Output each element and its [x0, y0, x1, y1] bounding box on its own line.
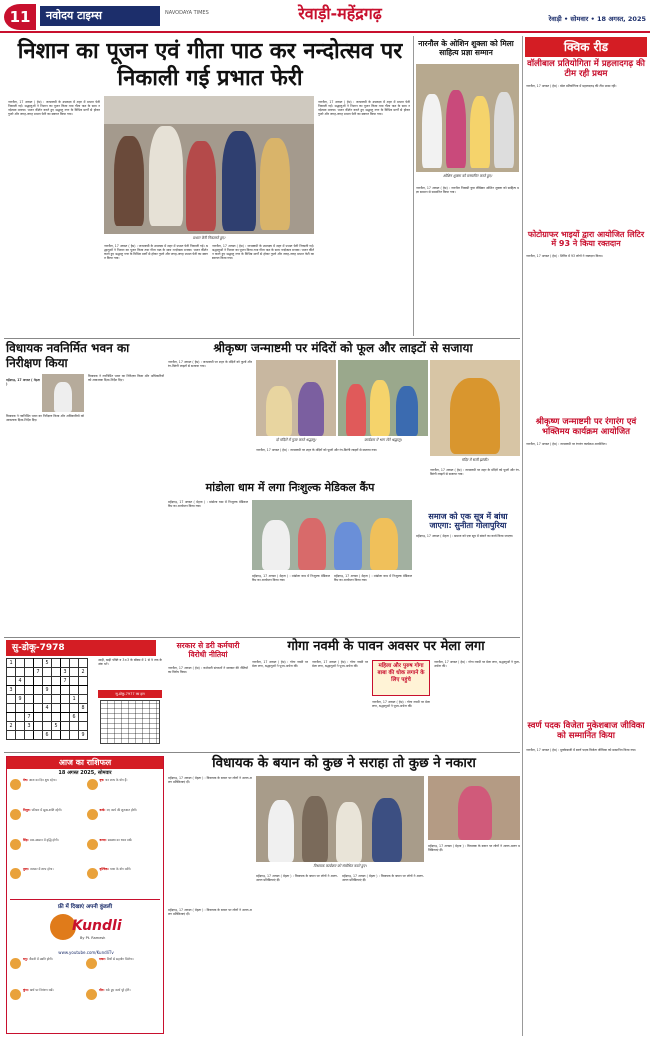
- zodiac-icon: [10, 989, 21, 1000]
- sudoku-cell[interactable]: [79, 713, 88, 722]
- rashi-prediction: खर्च पर नियंत्रण रखें।: [29, 988, 54, 992]
- main-story-col3: नारनौल, 17 अगस्त ( हेप्र) : जन्माष्टमी के उपलक्ष्य में शहर में प्रभात फेरी निकाली गई। श्रद्धालुओं ने निशान का पूजन किया तथा गीता पाठ के साथ नन्दोत्सव मनाया। भजन कीर्तन करते हुए श्रद्धालु नगर के विभिन्न मार्गों से होकर गुजरे और जगह-जगह प्रभात फेरी का स्वागत किया गया।: [212, 244, 314, 261]
- sudoku-cell[interactable]: 8: [79, 704, 88, 713]
- main-story-lede: नारनौल, 17 अगस्त ( हेप्र) : जन्माष्टमी के उपलक्ष्य में शहर में प्रभात फेरी निकाली गई। श्रद्धालुओं ने निशान का पूजन किया तथा गीता पाठ के साथ नन्दोत्सव मनाया। भजन कीर्तन करते हुए श्रद्धालु नगर के विभिन्न मार्गों से होकर गुजरे और जगह-जगह प्रभात फेरी का स्वागत किया गया।: [8, 100, 100, 117]
- rashi-prediction: धन लाभ के योग हैं।: [105, 778, 128, 782]
- rashi-text: [23, 839, 59, 843]
- sudoku-cell[interactable]: [43, 677, 52, 686]
- rashi-text: [100, 839, 133, 843]
- bottom-body-col2: महेंद्रगढ़, 17 अगस्त ( मेहता ) : विधायक के बयान पर लोगों ने अलग-अलग प्रतिक्रियाएं दीं।: [256, 874, 338, 883]
- janmashtami-photo-1: [256, 360, 336, 436]
- rashi-item: [86, 989, 160, 1016]
- sudoku-cell[interactable]: 5: [52, 722, 61, 731]
- bottom-body-col0: महेंद्रगढ़, 17 अगस्त ( मेहता ) : विधायक के बयान पर लोगों ने अलग-अलग प्रतिक्रियाएं दीं।: [168, 908, 252, 917]
- sudoku-cell[interactable]: [61, 695, 70, 704]
- sudoku-cell[interactable]: [52, 659, 61, 668]
- sudoku-grid: [6, 658, 88, 740]
- zodiac-icon: [10, 839, 21, 850]
- oshin-photo: [416, 64, 519, 172]
- mla-byline: महेंद्रगढ़, 17 अगस्त ( मेहता ): [6, 378, 40, 387]
- main-story-col4: नारनौल, 17 अगस्त ( हेप्र) : जन्माष्टमी के उपलक्ष्य में शहर में प्रभात फेरी निकाली गई। श्रद्धालुओं ने निशान का पूजन किया तथा गीता पाठ के साथ नन्दोत्सव मनाया। भजन कीर्तन करते हुए श्रद्धालु नगर के विभिन्न मार्गों से होकर गुजरे और जगह-जगह प्रभात फेरी का स्वागत किया गया।: [318, 100, 410, 117]
- quick-read-1-headline: वॉलीबाल प्रतियोगिता में प्रहलादगढ़ की टीम रही प्रथम: [527, 59, 645, 79]
- rashi-name: सिंह:: [23, 837, 30, 842]
- kundli-logo: [50, 914, 120, 944]
- bottom-body-col4: महेंद्रगढ़, 17 अगस्त ( मेहता ) : विधायक के बयान पर लोगों ने अलग-अलग प्रतिक्रियाएं दीं।: [428, 844, 520, 853]
- sudoku-cell[interactable]: [16, 686, 25, 695]
- sudoku-cell[interactable]: [25, 668, 34, 677]
- sudoku-cell[interactable]: [52, 731, 61, 740]
- main-story-photo: [104, 96, 314, 234]
- sudoku-cell[interactable]: [34, 677, 43, 686]
- mla-photo: [42, 374, 84, 412]
- main-story-col2: नारनौल, 17 अगस्त ( हेप्र) : जन्माष्टमी के उपलक्ष्य में शहर में प्रभात फेरी निकाली गई। श्रद्धालुओं ने निशान का पूजन किया तथा गीता पाठ के साथ नन्दोत्सव मनाया। भजन कीर्तन करते हुए श्रद्धालु नगर के विभिन्न मार्गों से होकर गुजरे और जगह-जगह प्रभात फेरी का स्वागत किया गया।: [104, 244, 208, 261]
- quick-read-2-headline: फोटोग्राफर भाइयों द्वारा आयोजित लिटिर में 93 ने किया रक्तदान: [527, 230, 645, 249]
- sudoku-cell[interactable]: [7, 668, 16, 677]
- sudoku-cell[interactable]: 4: [43, 704, 52, 713]
- janmashtami-photo-2: [338, 360, 428, 436]
- rashi-prediction: यात्रा के योग बनेंगे।: [110, 867, 132, 872]
- sudoku-cell[interactable]: [61, 686, 70, 695]
- sudoku-cell[interactable]: [52, 713, 61, 722]
- rashi-item: [10, 989, 84, 1016]
- rashi-name: कर्क:: [99, 807, 107, 812]
- sudoku-cell[interactable]: [52, 677, 61, 686]
- sudoku-cell[interactable]: [52, 704, 61, 713]
- horoscope-signs: [7, 777, 163, 899]
- zodiac-icon: [87, 779, 98, 790]
- sudoku-cell[interactable]: [16, 722, 25, 731]
- kundli-brand: Kundli: [72, 918, 122, 934]
- zodiac-icon: [10, 779, 21, 790]
- sudoku-cell[interactable]: 2: [79, 668, 88, 677]
- janmashtami-body-col3: नारनौल, 17 अगस्त ( हेप्र) : जन्माष्टमी पर शहर के मंदिरों को फूलों और रंग-बिरंगी लाइटों से सजाया गया।: [430, 468, 520, 477]
- medical-camp-body-col3: महेंद्रगढ़, 17 अगस्त ( मेहता ) : मांडोला धाम में निःशुल्क मेडिकल कैंप का आयोजन किया गया।: [334, 574, 412, 583]
- rashi-text: [100, 809, 138, 813]
- rashi-item: [87, 868, 161, 895]
- quick-read-label: क्विक रीड: [525, 37, 647, 57]
- quick-read-4-body: नारनौल, 17 अगस्त ( हेप्र) : मुक्केबाजी में स्वर्ण पदक विजेता जीविका को सम्मानित किया गया।: [526, 748, 637, 752]
- sudoku-cell[interactable]: [7, 731, 16, 740]
- sudoku-cell[interactable]: 9: [79, 731, 88, 740]
- kundli-brand-sub: By Pt. Ramesh: [80, 936, 106, 940]
- sudoku-cell[interactable]: [52, 686, 61, 695]
- sudoku-cell[interactable]: [34, 695, 43, 704]
- bottom-headline: विधायक के बयान को कुछ ने सराहा तो कुछ ने नकारा: [212, 755, 476, 771]
- rashi-name: मीन:: [99, 988, 106, 992]
- sudoku-cell[interactable]: 7: [61, 677, 70, 686]
- kundli-ad: [10, 899, 160, 1019]
- goga-highlight: महिला और पुरुष गोगा बाबा की धोक लगाने के लिए पहुंचे: [372, 660, 430, 696]
- rashi-prediction: परिवार में सुख-शांति रहेगी।: [31, 807, 62, 812]
- kundli-ad-signs: [10, 958, 160, 1018]
- employee-body: नारनौल, 17 अगस्त ( हेप्र) : कर्मचारी संगठनों ने सरकार की नीतियों का विरोध किया।: [168, 666, 248, 675]
- sudoku-cell[interactable]: 7: [34, 668, 43, 677]
- sudoku-cell[interactable]: [25, 695, 34, 704]
- mla-body-col2: विधायक ने नवनिर्मित भवन का निरीक्षण किया और अधिकारियों को आवश्यक दिशा-निर्देश दिए।: [88, 374, 164, 383]
- page-number: 11: [4, 4, 36, 30]
- goga-body-col3: नारनौल, 17 अगस्त ( हेप्र) : गोगा नवमी पर मेला लगा, श्रद्धालुओं ने पूजा-अर्चना की।: [372, 700, 430, 709]
- rashi-text: [23, 958, 53, 962]
- zodiac-icon: [87, 868, 98, 879]
- masthead: [0, 0, 650, 36]
- sudoku-cell[interactable]: 7: [25, 713, 34, 722]
- sudoku-cell[interactable]: [34, 713, 43, 722]
- sudoku-cell[interactable]: [61, 713, 70, 722]
- rashi-name: मिथुन:: [23, 807, 32, 812]
- oshin-headline: नारनौल के ओशिन शुक्ला को मिला साहित्य प्रज्ञा सम्मान: [418, 39, 514, 57]
- rashi-prediction: स्वास्थ्य का ध्यान रखें।: [107, 837, 133, 842]
- mla-headline: विधायक नवनिर्मित भवन का निरीक्षण किया: [6, 341, 130, 370]
- janmashtami-photo-3: [430, 360, 520, 456]
- sudoku-cell[interactable]: 3: [61, 668, 70, 677]
- sudoku-table: [6, 658, 88, 740]
- sudoku-cell[interactable]: [16, 704, 25, 713]
- sudoku-cell[interactable]: [25, 677, 34, 686]
- sudoku-cell[interactable]: 6: [70, 713, 79, 722]
- janmashtami-caption-3: मंदिर में सजी झांकी।: [461, 458, 489, 462]
- bottom-body-col1: महेंद्रगढ़, 17 अगस्त ( मेहता ) : विधायक के बयान पर लोगों ने अलग-अलग प्रतिक्रियाएं दीं।: [168, 776, 252, 785]
- rashi-item: [87, 779, 161, 806]
- rashi-prediction: आज का दिन शुभ रहेगा।: [28, 778, 57, 782]
- sudoku-cell[interactable]: [25, 731, 34, 740]
- sudoku-cell[interactable]: [70, 686, 79, 695]
- medical-camp-body-col2: महेंद्रगढ़, 17 अगस्त ( मेहता ) : मांडोला धाम में निःशुल्क मेडिकल कैंप का आयोजन किया गया।: [252, 574, 330, 583]
- sudoku-cell[interactable]: [70, 722, 79, 731]
- oshin-photo-caption: ओशिन शुक्ला को सम्मानित करते हुए।: [442, 174, 493, 178]
- medical-camp-photo: [252, 500, 412, 570]
- rashi-text: [23, 868, 54, 872]
- paper-sub: NAVODAYA TIMES: [165, 10, 209, 16]
- paper-name: नवोदय टाइम्स: [40, 6, 160, 26]
- sudoku-cell[interactable]: [43, 722, 52, 731]
- sudoku-cell[interactable]: [7, 677, 16, 686]
- zodiac-icon: [87, 839, 98, 850]
- sudoku-cell[interactable]: [70, 704, 79, 713]
- sudoku-cell[interactable]: [70, 668, 79, 677]
- rashi-item: [87, 809, 161, 836]
- sudoku-cell[interactable]: [79, 659, 88, 668]
- sudoku-cell[interactable]: 3: [25, 722, 34, 731]
- sudoku-cell[interactable]: [79, 686, 88, 695]
- rashi-item: [10, 839, 84, 866]
- sudoku-cell[interactable]: [79, 695, 88, 704]
- sudoku-cell[interactable]: [16, 731, 25, 740]
- quick-read-3-headline: श्रीकृष्ण जन्माष्टमी पर रंगारंग एवं भक्तिमय कार्यक्रम आयोजित: [535, 417, 637, 437]
- mla-body-col1: विधायक ने नवनिर्मित भवन का निरीक्षण किया और अधिकारियों को आवश्यक दिशा-निर्देश दिए।: [6, 414, 84, 423]
- bottom-photo-2: [428, 776, 520, 840]
- rashi-prediction: नए कार्य की शुरुआत होगी।: [106, 807, 138, 812]
- rashi-text: [100, 868, 132, 872]
- sudoku-answer-label: सु-डोकू-7977 का हल: [98, 690, 162, 698]
- goga-body-col4: नारनौल, 17 अगस्त ( हेप्र) : गोगा नवमी पर मेला लगा, श्रद्धालुओं ने पूजा-अर्चना की।: [434, 660, 520, 669]
- horoscope-date: 18 अगस्त 2025, सोमवार: [58, 770, 112, 776]
- sudoku-cell[interactable]: [43, 695, 52, 704]
- rashi-text: [23, 779, 57, 783]
- rashi-name: कुंभ:: [23, 988, 30, 992]
- rashi-text: [23, 809, 62, 813]
- sudoku-cell[interactable]: [52, 695, 61, 704]
- rashi-item: [10, 868, 84, 895]
- zodiac-icon: [10, 958, 21, 969]
- sudoku-answer-grid: [100, 700, 160, 744]
- rashi-name: कन्या:: [99, 837, 108, 842]
- sudoku-cell[interactable]: 3: [7, 686, 16, 695]
- sudoku-cell[interactable]: [34, 731, 43, 740]
- rashi-item: [86, 958, 160, 985]
- section-name: रेवाड़ी-महेंद्रगढ़: [298, 4, 382, 23]
- rashi-name: धनु:: [23, 957, 29, 961]
- sudoku-cell[interactable]: [61, 731, 70, 740]
- sudoku-cell[interactable]: 6: [43, 731, 52, 740]
- rashi-text: [99, 989, 131, 993]
- janmashtami-body-col1: नारनौल, 17 अगस्त ( हेप्र) : जन्माष्टमी पर शहर के मंदिरों को फूलों और रंग-बिरंगी लाइटों से सजाया गया।: [168, 360, 252, 369]
- sudoku-cell[interactable]: [61, 722, 70, 731]
- sudoku-cell[interactable]: 1: [7, 659, 16, 668]
- oshin-story-body: नारनौल, 17 अगस्त ( हेप्र) : नारनौल निवासी युवा लेखिका ओशिन शुक्ला को साहित्य प्रज्ञा सम्मान से सम्मानित किया गया।: [416, 186, 519, 195]
- sudoku-cell[interactable]: [34, 686, 43, 695]
- medical-camp-headline: मांडोला धाम में लगा निःशुल्क मेडिकल कैंप: [205, 481, 375, 494]
- sudoku-cell[interactable]: [70, 677, 79, 686]
- sudoku-cell[interactable]: [34, 704, 43, 713]
- quick-read-2-body: नारनौल, 17 अगस्त ( हेप्र) : शिविर में 93 लोगों ने रक्तदान किया।: [526, 254, 603, 258]
- sudoku-cell[interactable]: [16, 713, 25, 722]
- rashi-prediction: रुके हुए कार्य पूरे होंगे।: [105, 988, 131, 992]
- goga-body-col1: नारनौल, 17 अगस्त ( हेप्र) : गोगा नवमी पर मेला लगा, श्रद्धालुओं ने पूजा-अर्चना की।: [252, 660, 308, 669]
- sudoku-rules: आड़ी, खड़ी पंक्ति व 3×3 के बॉक्स में 1 से 9 तक के अंक भरें।: [98, 658, 162, 667]
- rashi-prediction: मित्रों से सहयोग मिलेगा।: [106, 957, 134, 961]
- sudoku-cell[interactable]: [25, 704, 34, 713]
- rashi-item: [10, 958, 84, 985]
- sudoku-cell[interactable]: 9: [16, 695, 25, 704]
- main-photo-caption: प्रभात फेरी निकालते हुए।: [192, 236, 226, 240]
- bottom-photo-1: [256, 776, 424, 862]
- sudoku-cell[interactable]: [79, 677, 88, 686]
- kundli-ad-title: फ्री में दिखाएं अपनी कुंडली: [57, 904, 113, 910]
- janmashtami-headline: श्रीकृष्ण जन्माष्टमी पर मंदिरों को फूल और लाइटों से सजाया: [213, 341, 473, 355]
- horoscope-label: आज का राशिफल: [7, 757, 163, 769]
- rashi-item: [10, 809, 84, 836]
- horoscope-box: [6, 756, 164, 1034]
- sudoku-cell[interactable]: [79, 722, 88, 731]
- sudoku-cell[interactable]: 1: [70, 695, 79, 704]
- sudoku-cell[interactable]: [25, 686, 34, 695]
- sudoku-cell[interactable]: [34, 659, 43, 668]
- sudoku-cell[interactable]: 9: [43, 686, 52, 695]
- sudoku-cell[interactable]: [25, 659, 34, 668]
- zodiac-icon: [10, 868, 21, 879]
- rashi-item: [10, 779, 84, 806]
- sudoku-cell[interactable]: [61, 704, 70, 713]
- rashi-name: वृश्चिक:: [99, 867, 110, 872]
- sunita-body: महेंद्रगढ़, 17 अगस्त ( मेहता ) : समाज को एक सूत्र में बांधने का कार्य किया जाएगा।: [416, 534, 514, 538]
- rashi-name: तुला:: [23, 867, 30, 872]
- zodiac-icon: [10, 809, 21, 820]
- employee-headline: सरकार से डरी कर्मचारी विरोधी नीतियां: [176, 641, 240, 659]
- bottom-photo-caption: विधायक कार्यक्रम को संबोधित करते हुए।: [313, 864, 367, 868]
- sudoku-cell[interactable]: [34, 722, 43, 731]
- sudoku-cell[interactable]: 5: [43, 659, 52, 668]
- rashi-name: मकर:: [99, 957, 107, 961]
- rashi-prediction: व्यापार में लाभ होगा।: [29, 867, 54, 872]
- rashi-text: [23, 989, 54, 993]
- janmashtami-body-col2: नारनौल, 17 अगस्त ( हेप्र) : जन्माष्टमी पर शहर के मंदिरों को फूलों और रंग-बिरंगी लाइटों से सजाया गया।: [256, 448, 378, 452]
- sudoku-cell[interactable]: [43, 668, 52, 677]
- quick-read-4-headline: स्वर्ण पदक विजेता मुकेशबाज जीविका को सम्मानित किया: [527, 721, 645, 741]
- sunita-headline: समाज को एक सूत्र में बांधा जाएगा: सुनीता गोलापुरिया: [428, 512, 508, 531]
- sudoku-cell[interactable]: [16, 659, 25, 668]
- zodiac-icon: [87, 809, 98, 820]
- sudoku-cell[interactable]: 4: [16, 677, 25, 686]
- sudoku-cell[interactable]: [7, 713, 16, 722]
- goga-body-col2: नारनौल, 17 अगस्त ( हेप्र) : गोगा नवमी पर मेला लगा, श्रद्धालुओं ने पूजा-अर्चना की।: [312, 660, 368, 669]
- rashi-text: [100, 779, 128, 783]
- zodiac-icon: [86, 958, 97, 969]
- sudoku-cell[interactable]: [70, 731, 79, 740]
- dateline: रेवाड़ी • सोमवार • 18 अगस्त, 2025: [548, 15, 646, 23]
- sudoku-cell[interactable]: [7, 695, 16, 704]
- sudoku-cell[interactable]: [43, 713, 52, 722]
- rashi-prediction: मान-सम्मान में वृद्धि होगी।: [29, 837, 59, 842]
- sudoku-cell[interactable]: [52, 668, 61, 677]
- goga-headline: गोगा नवमी के पावन अवसर पर मेला लगा: [287, 639, 485, 654]
- rashi-name: वृष:: [99, 778, 106, 782]
- sudoku-cell[interactable]: [16, 668, 25, 677]
- janmashtami-caption-1: दो मंदिरों में पूजा करते श्रद्धालु।: [275, 438, 317, 442]
- rashi-prediction: नौकरी में उन्नति होगी।: [28, 957, 53, 961]
- quick-read-3-body: नारनौल, 17 अगस्त ( हेप्र) : जन्माष्टमी पर रंगारंग कार्यक्रम आयोजित।: [526, 442, 607, 446]
- sudoku-label: सु-डोकू-7978: [6, 640, 156, 656]
- quick-read-1-body: नारनौल, 17 अगस्त ( हेप्र) : खेल प्रतियोगिता में प्रहलादगढ़ की टीम प्रथम रही।: [526, 84, 617, 88]
- sudoku-cell[interactable]: [7, 704, 16, 713]
- bottom-body-col3: महेंद्रगढ़, 17 अगस्त ( मेहता ) : विधायक के बयान पर लोगों ने अलग-अलग प्रतिक्रियाएं दीं।: [342, 874, 424, 883]
- zodiac-icon: [86, 989, 97, 1000]
- sudoku-cell[interactable]: [61, 659, 70, 668]
- medical-camp-body-col1: महेंद्रगढ़, 17 अगस्त ( मेहता ) : मांडोला धाम में निःशुल्क मेडिकल कैंप का आयोजन किया गया।: [168, 500, 248, 509]
- kundli-channel[interactable]: www.youtube.com/KundliTv: [58, 950, 114, 955]
- janmashtami-caption-2: कार्यक्रम में भाग लेते श्रद्धालु।: [364, 438, 402, 442]
- rashi-text: [99, 958, 134, 962]
- sudoku-cell[interactable]: 2: [7, 722, 16, 731]
- rashi-name: मेष:: [23, 778, 29, 782]
- sudoku-cell[interactable]: [70, 659, 79, 668]
- main-headline: निशान का पूजन एवं गीता पाठ कर नन्दोत्सव पर निकाली गई प्रभात फेरी: [17, 39, 403, 91]
- rashi-item: [87, 839, 161, 866]
